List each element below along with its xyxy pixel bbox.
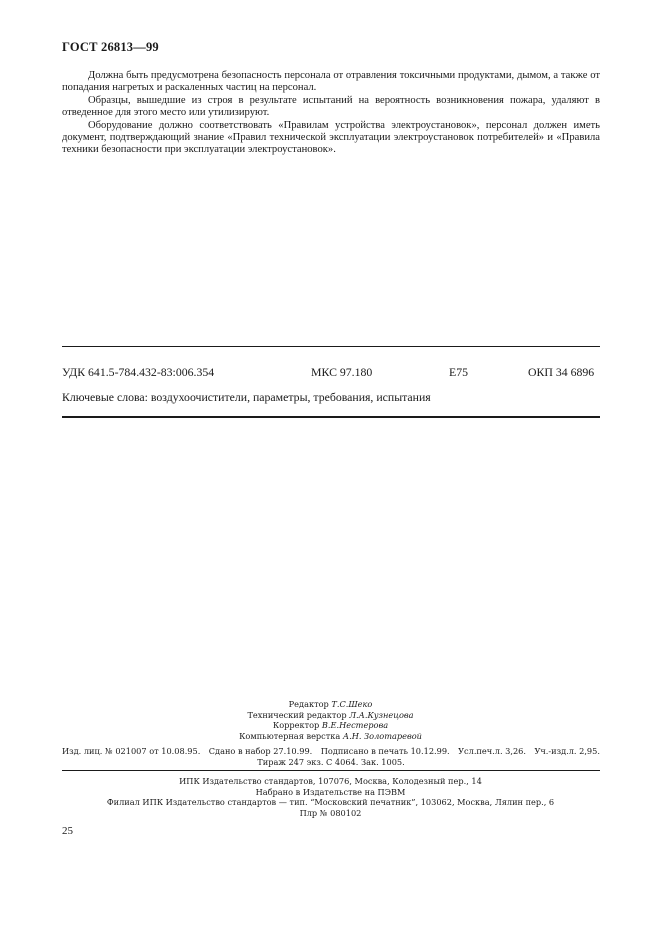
credit-editor: [0, 699, 661, 710]
group-code: Е75: [449, 365, 469, 379]
submitted-date: Сдано в набор 27.10.99.: [208, 746, 313, 756]
credit-tech-editor: [0, 710, 661, 721]
publisher-block: [0, 776, 661, 818]
divider-imprint: [62, 770, 600, 771]
mks-code: МКС 97.180: [311, 365, 373, 379]
printer-address: Филиал ИПК Издательство стандартов — тип. “Московский печатник”, 103062, Москва, Лялин пер., 6: [106, 797, 555, 808]
credit-role: Технический редактор: [247, 709, 347, 720]
print-sheets: Усл.печ.л. 3,26.: [458, 746, 526, 756]
keywords: Ключевые слова: воздухоочистители, параметры, требования, испытания: [62, 390, 431, 404]
page-number: 25: [62, 825, 73, 837]
license-plr: Плр № 080102: [299, 807, 362, 818]
credit-role: Корректор: [272, 720, 320, 731]
udk-code: УДК 641.5-784.432-83:006.354: [62, 365, 215, 379]
credit-proofreader: [0, 720, 661, 731]
credit-name: Л.А.Кузнецова: [349, 709, 414, 720]
credit-role: Редактор: [288, 699, 329, 709]
signed-date: Подписано в печать 10.12.99.: [320, 746, 450, 756]
credit-name: В.Е.Нестерова: [321, 720, 389, 731]
credit-name: А.Н. Золотаревой: [342, 730, 422, 741]
paragraph-disposal: Образцы, вышедшие из строя в результате испытаний на вероятность возникновения пожара, удаляют в отведенное для этого место или утилизируют.: [62, 94, 600, 119]
circulation-line: Тираж 247 экз. С 4064. Зак. 1005.: [257, 756, 405, 767]
publication-sheets: Уч.-изд.л. 2,95.: [534, 746, 600, 756]
credit-role: Компьютерная верстка: [239, 730, 341, 741]
imprint-block: [62, 746, 600, 767]
paragraph-safety: Должна быть предусмотрена безопасность персонала от отравления токсичными продуктами, дымом, а также от попадания нагретых и раскаленных частиц на персонал.: [62, 70, 600, 94]
body-text: [62, 70, 600, 157]
divider-top: [62, 346, 600, 347]
divider-bottom: [62, 416, 600, 418]
okp-code: ОКП 34 6896: [528, 365, 595, 379]
standard-number: ГОСТ 26813—99: [62, 40, 159, 54]
credits-block: [0, 699, 661, 741]
credit-name: Т.С.Шеко: [331, 699, 373, 709]
license-number: Изд. лиц. № 021007 от 10.08.95.: [62, 746, 201, 756]
publisher-address: ИПК Издательство стандартов, 107076, Москва, Колодезный пер., 14: [179, 776, 482, 786]
paragraph-equipment: Оборудование должно соответствовать «Правилам устройства электроустановок», персонал должен иметь документ, подтверждающий знание «Правил технической эксплуатации электроустановок потребителей» и «Правила техники безопасности при эксплуатации электроустановок».: [62, 119, 600, 156]
credit-layout: [0, 731, 661, 742]
typeset-note: Набрано в Издательстве на ПЭВМ: [255, 786, 406, 797]
imprint-dates: [62, 746, 600, 757]
